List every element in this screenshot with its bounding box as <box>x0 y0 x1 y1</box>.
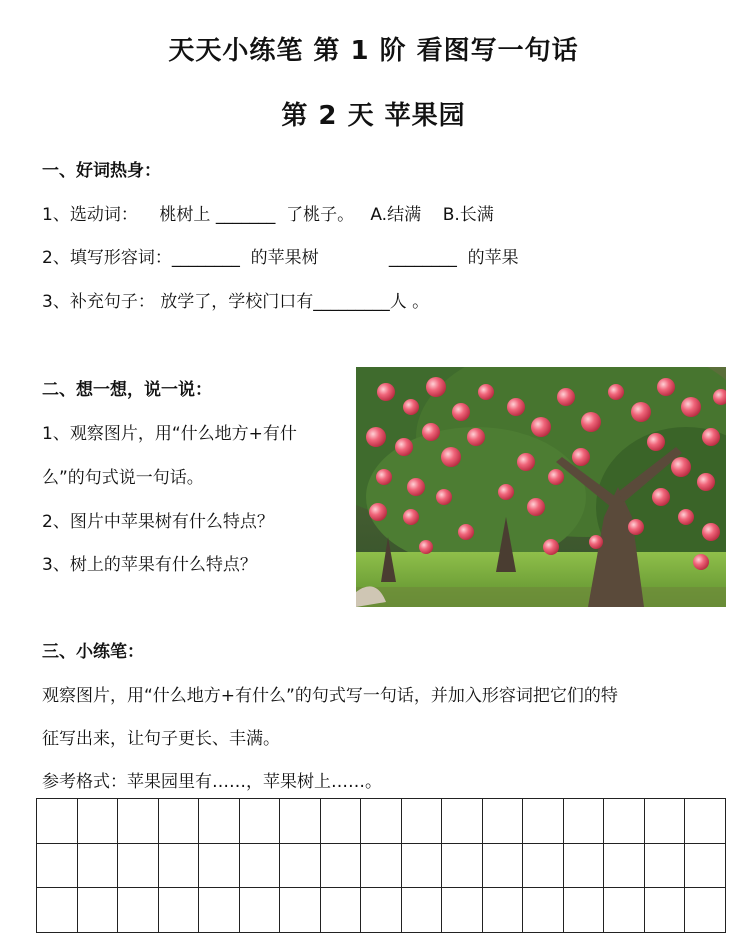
grid-cell[interactable] <box>199 799 240 844</box>
apple-orchard-photo <box>356 367 726 607</box>
section2-question-2: 2、图片中苹果树有什么特点？ <box>42 512 274 532</box>
grid-cell[interactable] <box>118 888 159 933</box>
grid-cell[interactable] <box>37 843 78 888</box>
section2-heading: 二、想一想，说一说： <box>42 380 212 400</box>
grid-cell[interactable] <box>158 843 199 888</box>
grid-cell[interactable] <box>644 799 685 844</box>
section1-question-3: 3、补充句子： 放学了，学校门口有_________人 。 <box>42 292 430 312</box>
grid-row <box>37 843 726 888</box>
grid-cell[interactable] <box>280 888 321 933</box>
grid-cell[interactable] <box>604 888 645 933</box>
grid-cell[interactable] <box>158 888 199 933</box>
grid-cell[interactable] <box>77 888 118 933</box>
section2-question-1-line2: 么”的句式说一句话。 <box>42 468 204 488</box>
grid-cell[interactable] <box>37 799 78 844</box>
grid-cell[interactable] <box>442 799 483 844</box>
section3-instruction-line1: 观察图片，用“什么地方+有什么”的句式写一句话，并加入形容词把它们的特 <box>42 686 618 706</box>
grid-cell[interactable] <box>482 843 523 888</box>
grid-cell[interactable] <box>563 843 604 888</box>
grid-cell[interactable] <box>523 799 564 844</box>
grid-cell[interactable] <box>239 888 280 933</box>
grid-cell[interactable] <box>361 888 402 933</box>
grid-cell[interactable] <box>401 843 442 888</box>
grid-cell[interactable] <box>199 843 240 888</box>
grid-cell[interactable] <box>118 799 159 844</box>
grid-cell[interactable] <box>604 799 645 844</box>
grid-cell[interactable] <box>320 843 361 888</box>
grid-cell[interactable] <box>644 888 685 933</box>
grid-cell[interactable] <box>401 799 442 844</box>
grid-cell[interactable] <box>442 888 483 933</box>
section3-heading: 三、小练笔： <box>42 642 144 662</box>
grid-cell[interactable] <box>523 843 564 888</box>
section1-question-2: 2、填写形容词：________ 的苹果树 ________ 的苹果 <box>42 248 519 268</box>
grid-cell[interactable] <box>361 843 402 888</box>
grid-cell[interactable] <box>482 799 523 844</box>
grid-cell[interactable] <box>118 843 159 888</box>
grid-cell[interactable] <box>77 799 118 844</box>
reference-format: 参考格式：苹果园里有……，苹果树上……。 <box>42 772 382 792</box>
grid-cell[interactable] <box>239 843 280 888</box>
grid-cell[interactable] <box>239 799 280 844</box>
grid-cell[interactable] <box>563 799 604 844</box>
grid-row <box>37 888 726 933</box>
grid-cell[interactable] <box>644 843 685 888</box>
section1-question-1: 1、选动词： 桃树上 _______ 了桃子。 A.结满 B.长满 <box>42 205 494 225</box>
section3-instruction-line2: 征写出来，让句子更长、丰满。 <box>42 729 280 749</box>
grid-cell[interactable] <box>401 888 442 933</box>
grid-cell[interactable] <box>563 888 604 933</box>
grid-cell[interactable] <box>523 888 564 933</box>
grid-cell[interactable] <box>685 888 726 933</box>
grid-cell[interactable] <box>158 799 199 844</box>
grid-cell[interactable] <box>280 799 321 844</box>
grid-cell[interactable] <box>77 843 118 888</box>
grid-cell[interactable] <box>199 888 240 933</box>
grid-cell[interactable] <box>37 888 78 933</box>
grid-cell[interactable] <box>482 888 523 933</box>
section2-question-1-line1: 1、观察图片，用“什么地方+有什 <box>42 424 297 444</box>
writing-grid[interactable] <box>36 798 726 933</box>
page-subtitle: 第 2 天 苹果园 <box>281 101 466 131</box>
grid-cell[interactable] <box>361 799 402 844</box>
section1-heading: 一、好词热身： <box>42 161 161 181</box>
grid-cell[interactable] <box>280 843 321 888</box>
grid-cell[interactable] <box>320 888 361 933</box>
grid-cell[interactable] <box>604 843 645 888</box>
grid-cell[interactable] <box>320 799 361 844</box>
grid-cell[interactable] <box>685 799 726 844</box>
page-title: 天天小练笔 第 1 阶 看图写一句话 <box>168 36 579 66</box>
grid-cell[interactable] <box>685 843 726 888</box>
section2-question-3: 3、树上的苹果有什么特点？ <box>42 555 257 575</box>
grid-cell[interactable] <box>442 843 483 888</box>
grid-row <box>37 799 726 844</box>
